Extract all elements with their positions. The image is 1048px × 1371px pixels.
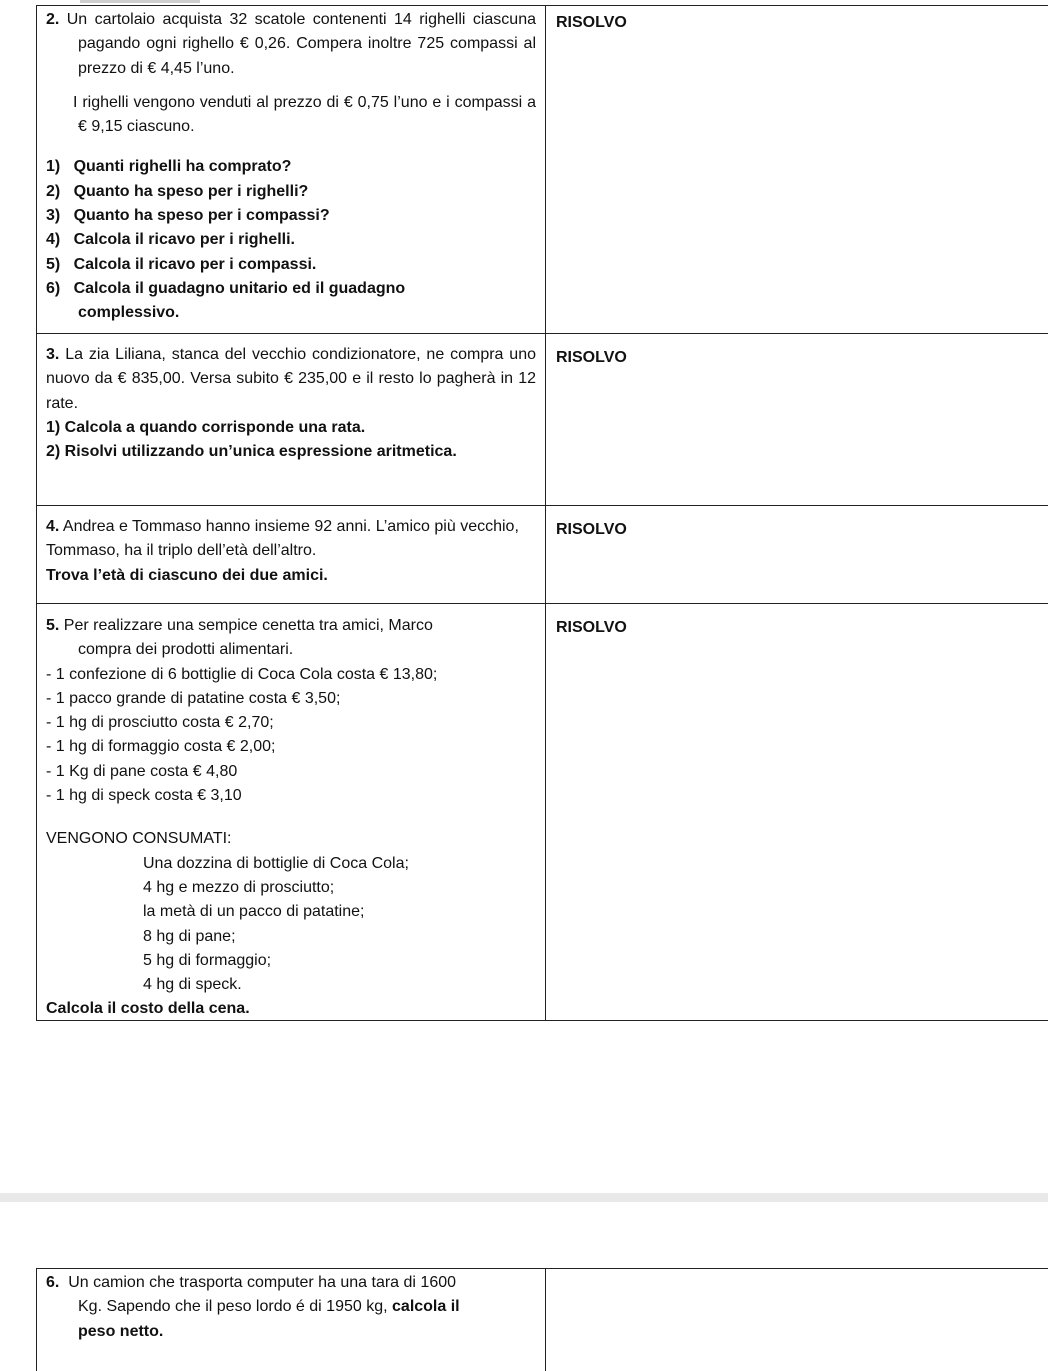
problem-4-question: Trova l’età di ciascuno dei due amici.	[46, 566, 328, 584]
problem-3-answer-area[interactable]	[546, 334, 1048, 505]
page-top-edge	[80, 0, 200, 3]
problem-5-row	[36, 604, 1048, 1021]
problem-6-question-end: peso netto.	[78, 1322, 164, 1340]
problem-3-row	[36, 334, 1048, 506]
risolvo-label: RISOLVO	[556, 14, 627, 31]
problem-6-row	[36, 1269, 1048, 1371]
question-item: 1) Quanti righelli ha comprato?	[46, 158, 292, 176]
problem-4-body: Andrea e Tommaso hanno insieme 92 anni. L’amico più vecchio, Tommaso, ha il triplo dell’età dell’altro.	[46, 518, 519, 560]
consumed-item: 4 hg di speck.	[143, 976, 242, 994]
price-item: - 1 Kg di pane costa € 4,80	[46, 762, 238, 780]
problem-5-number: 5.	[46, 617, 60, 634]
problem-6-answer-area[interactable]	[546, 1269, 1048, 1371]
problem-2-sale: I righelli vengono venduti al prezzo di € 0,75 l’uno e i compassi a € 9,15 ciascuno.	[73, 93, 536, 136]
problem-6-line-1: Un camion che trasporta computer ha una tara di 1600	[68, 1274, 457, 1291]
problem-6-line-2: Kg. Sapendo che il peso lordo é di 1950 kg,	[78, 1298, 388, 1316]
risolvo-label: RISOLVO	[556, 619, 627, 636]
problem-5-question: Calcola il costo della cena.	[46, 1000, 250, 1018]
consumed-item: 4 hg e mezzo di prosciutto;	[143, 878, 335, 896]
problem-5-intro-continued: compra dei prodotti alimentari.	[78, 641, 294, 659]
problem-2-text	[36, 6, 546, 333]
problem-2-intro: Un cartolaio acquista 32 scatole contenenti 14 righelli ciascuna pagando ogni righello € 0,26. Compera inoltre 725 compassi al prezzo di € 4,45 l’uno.	[66, 11, 536, 77]
problem-4-number: 4.	[46, 518, 60, 535]
problem-2-answer-area[interactable]	[546, 6, 1048, 333]
price-item: - 1 hg di speck costa € 3,10	[46, 787, 242, 805]
question-item: 2) Quanto ha speso per i righelli?	[46, 182, 309, 200]
problem-3-text	[36, 334, 546, 505]
price-item: - 1 confezione di 6 bottiglie di Coca Cola costa € 13,80;	[46, 665, 438, 683]
problem-3-body: La zia Liliana, stanca del vecchio condizionatore, ne compra uno nuovo da € 835,00. Versa subito € 235,00 e il resto lo pagherà in 12 rate.	[46, 346, 536, 412]
page-break	[0, 1193, 1048, 1202]
consumed-item: la metà di un pacco di patatine;	[143, 903, 365, 921]
risolvo-label: RISOLVO	[556, 349, 627, 366]
question-item: 4) Calcola il ricavo per i righelli.	[46, 231, 295, 249]
consumed-item: 8 hg di pane;	[143, 927, 236, 945]
problem-5-intro: Per realizzare una sempice cenetta tra amici, Marco	[63, 617, 433, 634]
problem-2-number: 2.	[46, 11, 60, 28]
problem-3-question-2: 2) Risolvi utilizzando un’unica espressione aritmetica.	[46, 443, 457, 461]
problem-3-number: 3.	[46, 346, 60, 363]
consumed-item: Una dozzina di bottiglie di Coca Cola;	[143, 854, 409, 872]
problem-2-questions	[46, 155, 536, 325]
risolvo-label: RISOLVO	[556, 521, 627, 538]
price-item: - 1 hg di prosciutto costa € 2,70;	[46, 714, 274, 732]
problem-5-answer-area[interactable]	[546, 604, 1048, 1020]
problem-3-question-1: 1) Calcola a quando corrisponde una rata.	[46, 418, 366, 436]
consumed-item: 5 hg di formaggio;	[143, 951, 272, 969]
problem-6-text	[36, 1269, 546, 1371]
exercise-table-continued	[36, 1268, 1048, 1371]
problem-6-question-start: calcola il	[392, 1298, 460, 1316]
problem-4-answer-area[interactable]	[546, 506, 1048, 603]
price-item: - 1 pacco grande di patatine costa € 3,50;	[46, 689, 341, 707]
consumed-heading: VENGONO CONSUMATI:	[46, 830, 232, 848]
problem-4-row	[36, 506, 1048, 604]
problem-2-row	[36, 6, 1048, 334]
problem-4-text	[36, 506, 546, 603]
price-item: - 1 hg di formaggio costa € 2,00;	[46, 738, 276, 756]
exercise-table	[36, 5, 1048, 1021]
problem-5-text	[36, 604, 546, 1020]
question-item: 5) Calcola il ricavo per i compassi.	[46, 255, 317, 273]
question-item: 3) Quanto ha speso per i compassi?	[46, 207, 330, 225]
consumed-list	[46, 852, 536, 998]
question-item: 6) Calcola il guadagno unitario ed il guadagno complessivo.	[46, 279, 406, 322]
problem-6-number: 6.	[46, 1274, 60, 1291]
